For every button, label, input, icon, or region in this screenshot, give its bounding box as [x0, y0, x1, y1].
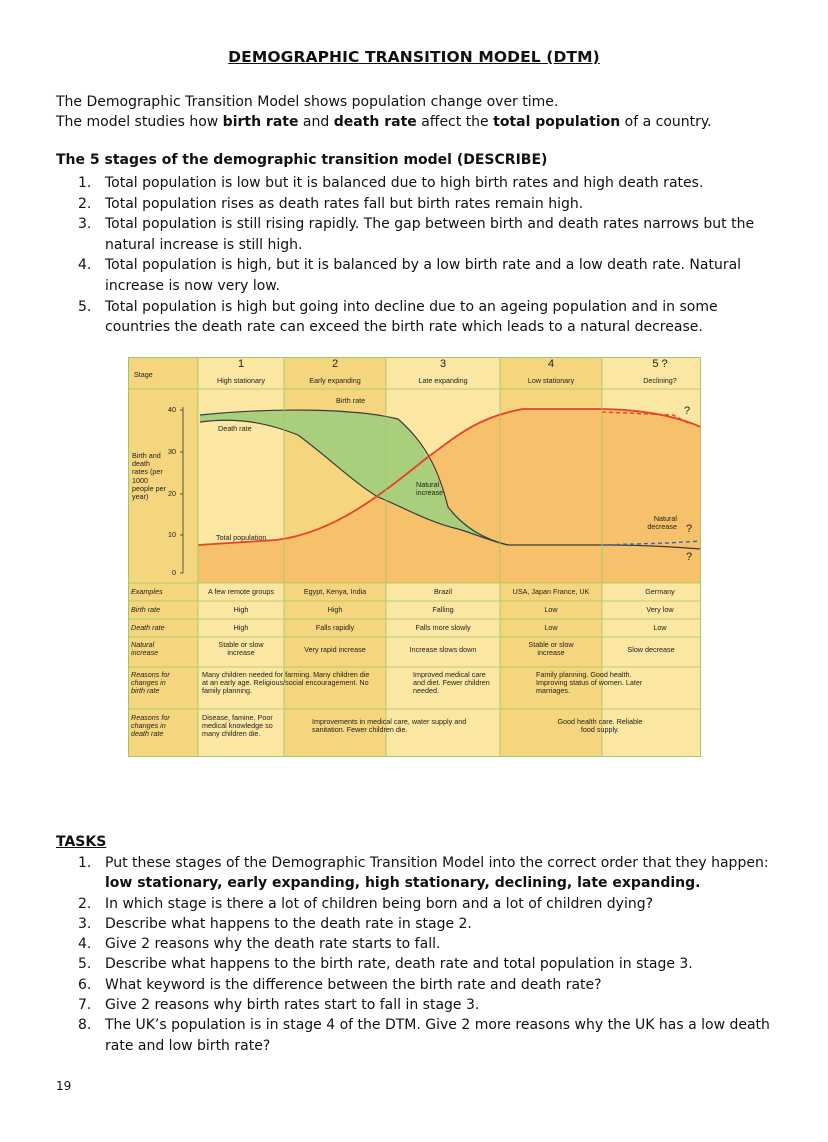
question-mark-middle: ?: [686, 523, 693, 535]
stage-item-2: 2. Total population rises as death rates fall but birth rates remain high.: [78, 195, 584, 212]
natural-decrease-label: Natural decrease: [647, 514, 677, 532]
natural-increase-stage-1: Stable or slow increase: [218, 640, 264, 658]
examples-stage-1: A few remote groups: [208, 587, 274, 596]
y-tick-0: 0: [172, 568, 176, 577]
task-item-2: 2. In which stage is there a lot of children being born and a lot of children dying?: [78, 895, 654, 912]
birth-reasons-stage-4-5: Family planning. Good health. Improving status of women. Later marriages.: [536, 670, 643, 696]
birth-rate-stage-4: Low: [544, 605, 558, 614]
birth-rate-stage-1: High: [233, 605, 249, 614]
natural-increase-stage-3: Increase slows down: [409, 645, 477, 654]
stage-4-name: Low stationary: [527, 376, 575, 385]
birth-rate-label: Birth rate: [336, 396, 366, 405]
row-header-natural-increase: Natural increase: [131, 640, 159, 658]
death-rate-stage-2: Falls rapidly: [315, 623, 355, 632]
birth-reasons-stage-1-2: Many children needed for farming. Many children die at an early age. Religious/social encouragement. No family planning.: [202, 670, 370, 696]
task-item-7: 7. Give 2 reasons why birth rates start to fall in stage 3.: [78, 997, 480, 1014]
natural-increase-stage-4: Stable or slow increase: [528, 640, 574, 658]
examples-stage-2: Egypt, Kenya, India: [303, 587, 367, 596]
death-reasons-stage-2-3: Improvements in medical care, water supply and sanitation. Fewer children die.: [312, 717, 467, 735]
task-item-1: 1. Put these stages of the Demographic Transition Model into the correct order that they happen: low stationary, early expanding, high stationary, declining, late expanding.: [78, 855, 769, 892]
stage-item-4: 4. Total population is high, but it is balanced by a low birth rate and a low death rate. Natural increase is now very low.: [78, 257, 742, 294]
stage-5-name: Declining?: [643, 376, 677, 385]
birth-rate-stage-3: Falling: [432, 605, 454, 614]
death-reasons-stage-1: Disease, famine. Poor medical knowledge so many children die.: [202, 713, 273, 739]
intro-line-1: The Demographic Transition Model shows population change over time.: [56, 94, 559, 110]
death-rate-label: Death rate: [218, 424, 252, 433]
stage-item-1: 1. Total population is low but it is balanced due to high birth rates and high death rates.: [78, 175, 704, 191]
stages-heading: The 5 stages of the demographic transition model (DESCRIBE): [56, 152, 548, 168]
stage-2-number: 2: [331, 358, 339, 370]
task-item-5: 5. Describe what happens to the birth rate, death rate and total population in stage 3.: [78, 956, 693, 973]
header-column-band: [128, 357, 198, 757]
task-item-6: 6. What keyword is the difference between the birth rate and death rate?: [78, 976, 602, 993]
death-rate-stage-4: Low: [544, 623, 558, 632]
stage-3-name: Late expanding: [418, 376, 468, 385]
y-axis-label: Birth and death rates (per 1000 people per year): [132, 451, 166, 502]
row-header-birth-rate: Birth rate: [131, 605, 161, 614]
examples-stage-5: Germany: [645, 587, 675, 596]
tasks-heading: TASKS: [56, 834, 107, 850]
stage-1-number: 1: [237, 358, 245, 370]
natural-increase-stage-2: Very rapid increase: [304, 645, 366, 654]
stage-1-name: High stationary: [217, 376, 265, 385]
stage-item-3: 3. Total population is still rising rapidly. The gap between birth and death rates narrows but the natural increase is still high.: [78, 216, 755, 253]
row-header-birth-reasons: Reasons for changes in birth rate: [131, 670, 170, 696]
death-rate-stage-3: Falls more slowly: [415, 623, 471, 632]
examples-stage-3: Brazil: [434, 587, 452, 596]
natural-increase-stage-5: Slow decrease: [627, 645, 675, 654]
stage-item-5: 5. Total population is high but going into decline due to an ageing population and in some countries the death rate can exceed the birth rate which leads to a natural decrease.: [78, 298, 718, 336]
birth-rate-stage-2: High: [327, 605, 343, 614]
row-header-examples: Examples: [131, 587, 163, 596]
y-tick-20: 20: [168, 489, 176, 498]
death-reasons-stage-4-5: Good health care. Reliable food supply.: [557, 717, 643, 735]
stage-5-number: 5 ?: [652, 358, 668, 370]
intro-line-2: The model studies how birth rate and death rate affect the total population of a country.: [56, 114, 712, 130]
intro-paragraph: [56, 92, 786, 132]
question-mark-top: ?: [684, 405, 691, 417]
total-population-label: Total population: [216, 533, 267, 542]
examples-stage-4: USA, Japan France, UK: [512, 587, 590, 596]
row-header-death-reasons: Reasons for changes in death rate: [131, 713, 170, 739]
stage-header-label: Stage: [134, 370, 153, 379]
task-item-8: 8. The UK’s population is in stage 4 of the DTM. Give 2 more reasons why the UK has a low death rate and low birth rate?: [78, 1017, 770, 1054]
page-number: 19: [56, 1079, 72, 1093]
death-rate-stage-5: Low: [653, 623, 667, 632]
natural-increase-label: Natural increase: [416, 480, 444, 498]
task-item-4: 4. Give 2 reasons why the death rate starts to fall.: [78, 936, 441, 953]
y-tick-30: 30: [168, 447, 176, 456]
task-item-3: 3. Describe what happens to the death rate in stage 2.: [78, 915, 472, 932]
stage-3-number: 3: [439, 358, 447, 370]
stage-2-name: Early expanding: [309, 376, 361, 385]
tasks-list: [78, 853, 778, 1056]
question-mark-bottom: ?: [686, 551, 693, 563]
birth-rate-stage-5: Very low: [646, 605, 674, 614]
row-header-death-rate: Death rate: [131, 623, 165, 632]
y-tick-40: 40: [168, 405, 176, 414]
death-rate-stage-1: High: [233, 623, 249, 632]
dtm-diagram: [128, 357, 701, 757]
stage-4-number: 4: [547, 358, 555, 370]
birth-reasons-stage-3: Improved medical care and diet. Fewer children needed.: [413, 670, 490, 696]
y-tick-10: 10: [168, 530, 176, 539]
page-title: DEMOGRAPHIC TRANSITION MODEL (DTM): [228, 48, 600, 66]
dtm-graph: [128, 357, 701, 757]
stages-list: [78, 173, 778, 338]
